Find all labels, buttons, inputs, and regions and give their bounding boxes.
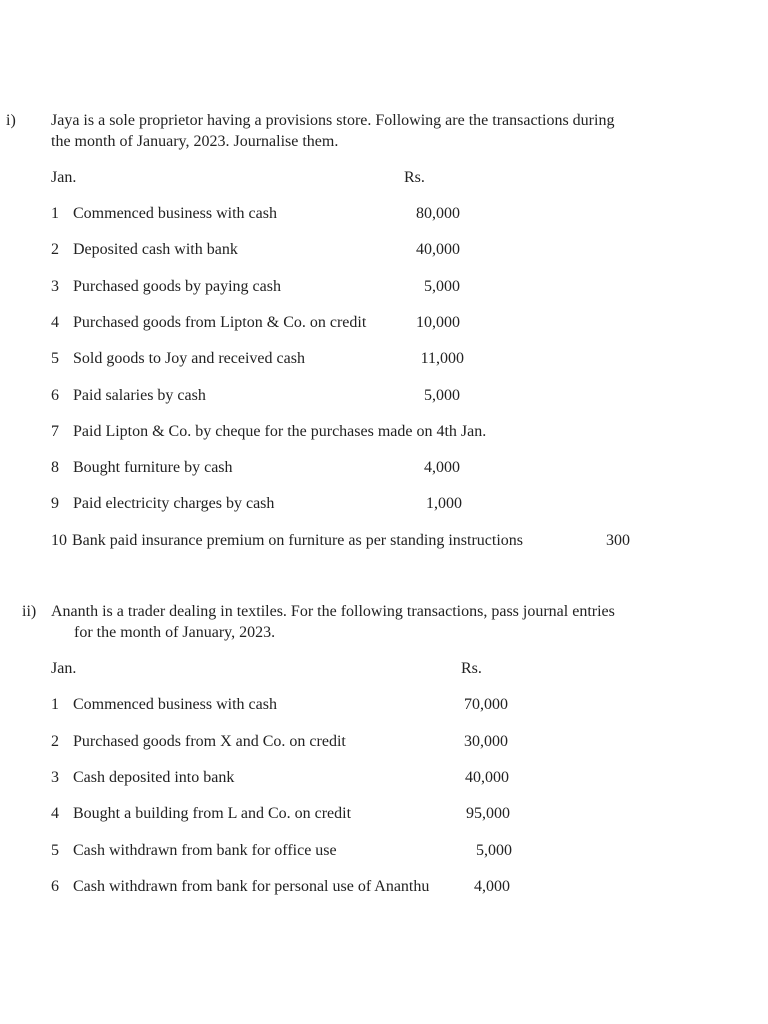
item-description: Cash deposited into bank bbox=[73, 769, 235, 786]
item-amount: 4,000 bbox=[424, 459, 460, 476]
item-amount: 30,000 bbox=[464, 733, 508, 750]
item-amount: 40,000 bbox=[465, 769, 509, 786]
item-amount: 5,000 bbox=[424, 387, 460, 404]
item-description: Paid salaries by cash bbox=[73, 387, 206, 404]
question-1-intro-line-2: the month of January, 2023. Journalise them. bbox=[51, 133, 339, 150]
item-number: 5 bbox=[51, 350, 59, 367]
question-1-date-header: Jan. bbox=[51, 169, 77, 186]
item-description: Purchased goods from Lipton & Co. on credit bbox=[73, 314, 367, 331]
question-2-amount-header: Rs. bbox=[461, 660, 482, 677]
item-description: Commenced business with cash bbox=[73, 205, 277, 222]
item-number: 3 bbox=[51, 278, 59, 295]
item-description: Purchased goods from X and Co. on credit bbox=[73, 733, 346, 750]
item-description: Cash withdrawn from bank for personal use of Ananthu bbox=[73, 878, 430, 895]
item-number: 6 bbox=[51, 387, 59, 404]
item-description: Deposited cash with bank bbox=[73, 241, 238, 258]
item-amount: 300 bbox=[606, 532, 630, 549]
item-description: Bank paid insurance premium on furniture as per standing instructions bbox=[72, 532, 524, 549]
item-number: 2 bbox=[51, 241, 59, 258]
item-amount: 70,000 bbox=[464, 696, 508, 713]
question-2-date-header: Jan. bbox=[51, 660, 77, 677]
question-2-intro-line-2: for the month of January, 2023. bbox=[74, 624, 276, 641]
item-description: Purchased goods by paying cash bbox=[73, 278, 281, 295]
item-amount: 80,000 bbox=[416, 205, 460, 222]
item-amount: 1,000 bbox=[426, 495, 462, 512]
item-number: 5 bbox=[51, 842, 59, 859]
item-number: 8 bbox=[51, 459, 59, 476]
question-1-amount-header: Rs. bbox=[404, 169, 425, 186]
question-1-intro-line-1: Jaya is a sole proprietor having a provisions store. Following are the transactions during bbox=[51, 112, 615, 129]
question-2-intro-line-1: Ananth is a trader dealing in textiles. For the following transactions, pass journal entries bbox=[51, 603, 615, 620]
item-number: 4 bbox=[51, 314, 59, 331]
item-amount: 95,000 bbox=[466, 805, 510, 822]
question-2-marker: ii) bbox=[22, 603, 37, 620]
item-number: 7 bbox=[51, 423, 59, 440]
item-amount: 10,000 bbox=[416, 314, 460, 331]
item-number: 9 bbox=[51, 495, 59, 512]
item-description: Paid electricity charges by cash bbox=[73, 495, 275, 512]
item-description: Sold goods to Joy and received cash bbox=[73, 350, 305, 367]
item-amount: 4,000 bbox=[474, 878, 510, 895]
item-description: Commenced business with cash bbox=[73, 696, 277, 713]
item-number: 3 bbox=[51, 769, 59, 786]
item-number: 2 bbox=[51, 733, 59, 750]
item-description: Paid Lipton & Co. by cheque for the purchases made on 4th Jan. bbox=[73, 423, 487, 440]
item-description: Bought a building from L and Co. on credit bbox=[73, 805, 352, 822]
item-amount: 11,000 bbox=[420, 350, 464, 367]
item-number: 10 bbox=[51, 532, 67, 549]
item-number: 4 bbox=[51, 805, 59, 822]
item-description: Bought furniture by cash bbox=[73, 459, 233, 476]
item-description: Cash withdrawn from bank for office use bbox=[73, 842, 337, 859]
item-number: 1 bbox=[51, 205, 59, 222]
question-1-marker: i) bbox=[6, 112, 16, 129]
item-amount: 40,000 bbox=[416, 241, 460, 258]
item-amount: 5,000 bbox=[476, 842, 512, 859]
item-number: 1 bbox=[51, 696, 59, 713]
item-amount: 5,000 bbox=[424, 278, 460, 295]
item-number: 6 bbox=[51, 878, 59, 895]
